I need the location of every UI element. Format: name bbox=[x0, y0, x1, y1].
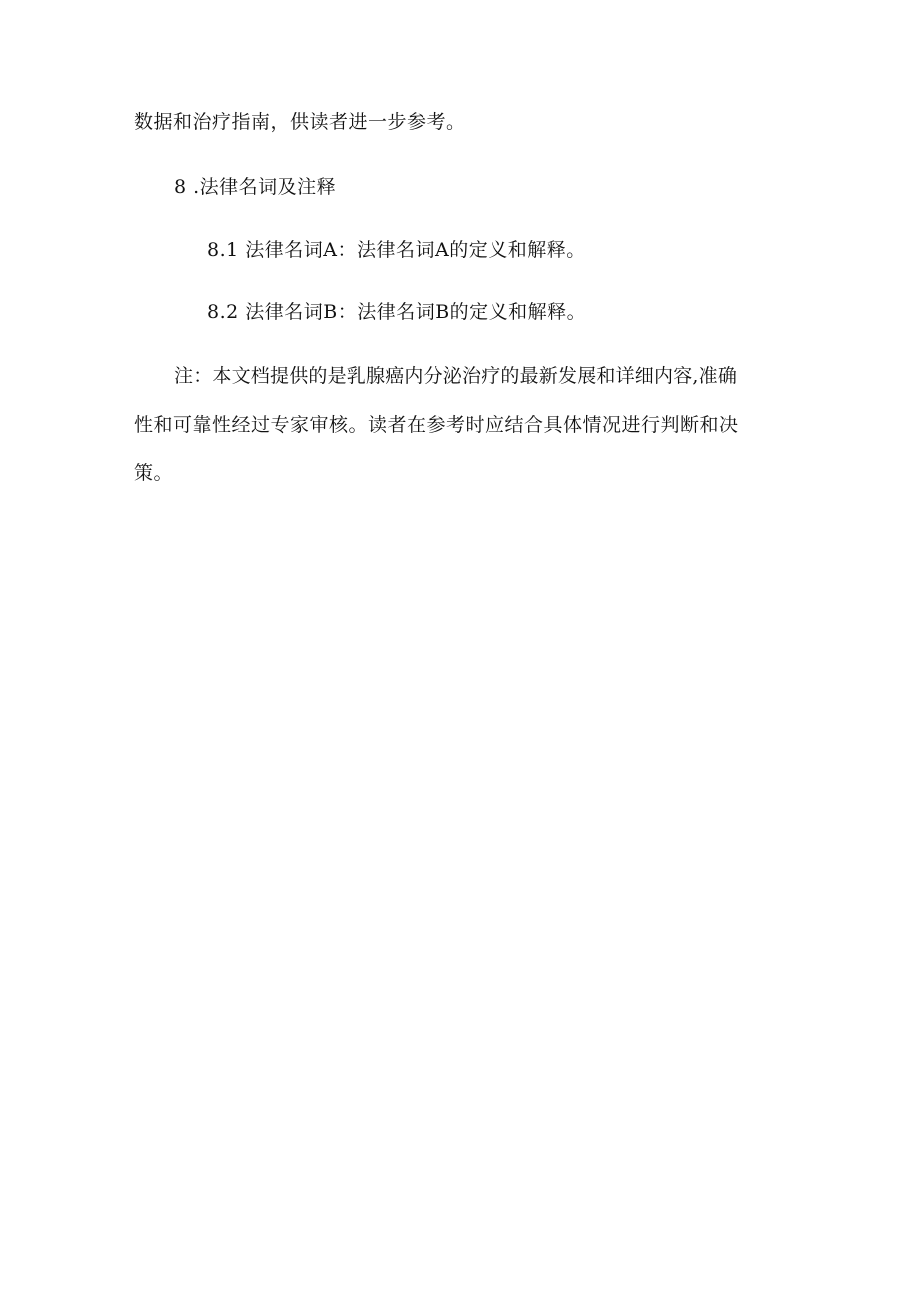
paragraph-continuation-line: 数据和治疗指南，供读者进一步参考。 bbox=[134, 111, 466, 133]
section-heading-8: 8 .法律名词及注释 bbox=[174, 176, 337, 198]
subsection-8-1: 8.1 法律名词A：法律名词A的定义和解释。 bbox=[207, 239, 586, 261]
subsection-8-2: 8.2 法律名词B：法律名词B的定义和解释。 bbox=[207, 301, 587, 323]
note-line-1: 注：本文档提供的是乳腺癌内分泌治疗的最新发展和详细内容,准确 bbox=[174, 365, 738, 387]
note-line-3: 策。 bbox=[134, 462, 174, 484]
note-line-2: 性和可靠性经过专家审核。读者在参考时应结合具体情况进行判断和决 bbox=[134, 414, 739, 436]
